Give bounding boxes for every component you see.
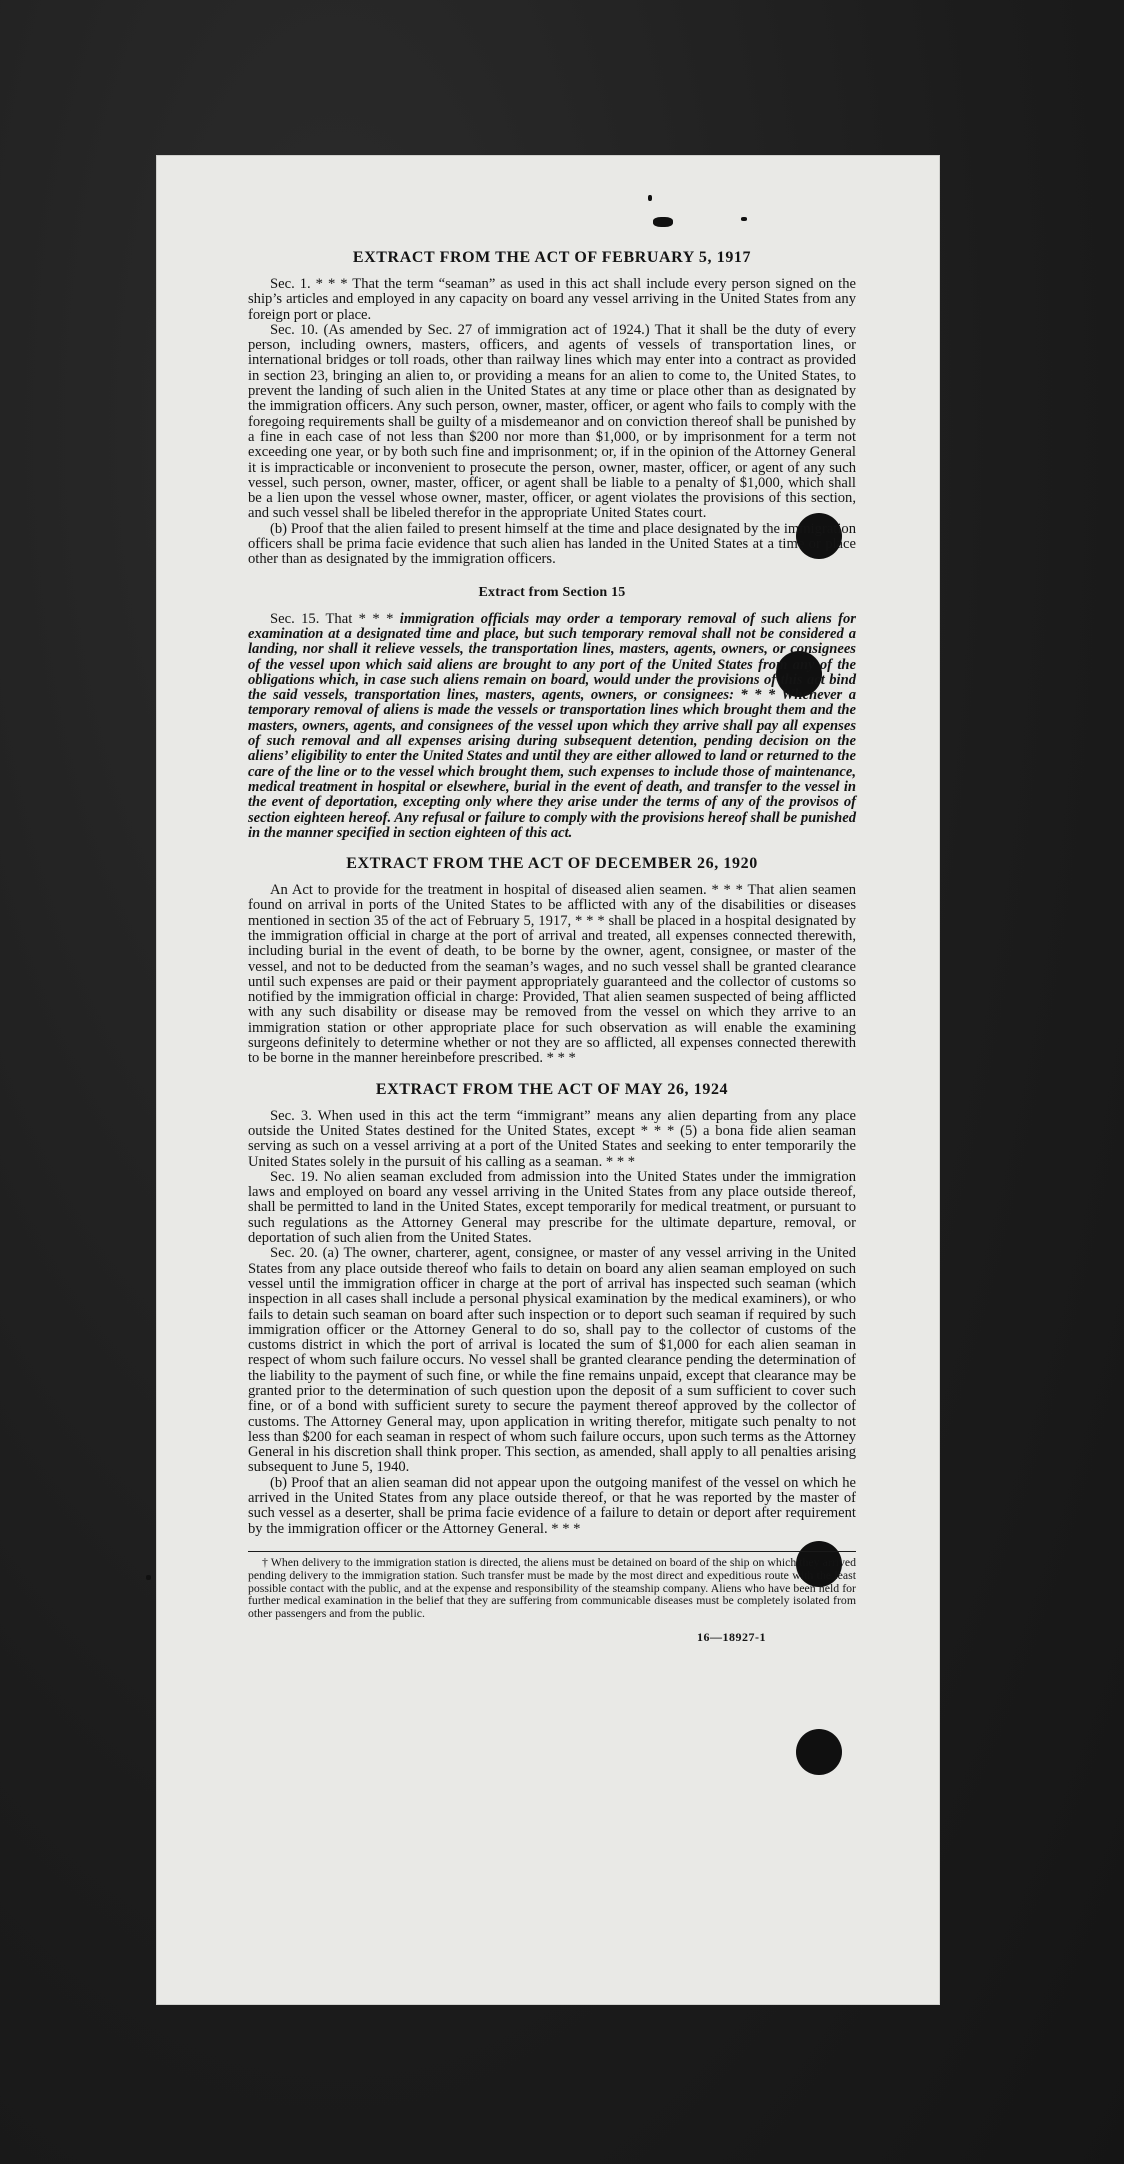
section-15-lead: Sec. 15. That * * * (270, 610, 400, 627)
ink-speck (648, 195, 652, 201)
document-text (248, 249, 856, 1645)
act-1920-heading: EXTRACT FROM THE ACT OF DECEMBER 26, 1920 (346, 855, 758, 873)
section-1-paragraph: Sec. 1. * * * That the term “seaman” as used in this act shall include every person signed on the ship’s articles and employed in any capacity on board any vessel arriving in the United States from any foreign port or place. (248, 276, 856, 323)
punch-hole (796, 1729, 842, 1775)
form-code: 16—18927-1 (697, 1629, 766, 1644)
ink-speck (653, 217, 673, 227)
section-20a-paragraph: Sec. 20. (a) The owner, charterer, agent, consignee, or master of any vessel arriving in the United States from any place outside thereof who fails to detain on board any alien seaman employed on such vessel until the immigration officer in charge at the port of arrival has inspected such seaman (which inspection in all cases shall include a personal physical examination by the medical examiners), or who fails to detain such seaman on board after such inspection or to deport such seaman if required by such immigration officer or the Attorney General to do so, shall pay to the collector of customs of the customs district in which the port of arrival is located the sum of $1,000 for each alien seaman in respect of whom such failure occurs. No vessel shall be granted clearance pending the determination of the liability to the payment of such fine, or while the fine remains unpaid, except that clearance may be granted prior to the determination of such question upon the deposit of a sum sufficient to cover such fine, or of a bond with sufficient surety to secure the payment thereof approved by the collector of customs. The Attorney General may, upon application in writing therefor, mitigate such penalty to not less than $200 for each seaman in respect of whom such failure occurs, upon such terms as the Attorney General in his discretion shall think proper. This section, as amended, shall apply to all penalties arising subsequent to June 5, 1940. (248, 1245, 856, 1476)
act-1917-heading: EXTRACT FROM THE ACT OF FEBRUARY 5, 1917 (352, 249, 752, 266)
section-15-heading: Extract from Section 15 (478, 584, 626, 600)
section-19-paragraph: Sec. 19. No alien seaman excluded from admission into the United States under the immigration laws and employed on board any vessel arriving in the United States from any place outside thereof, shall be permitted to land in the United States, except temporarily for medical treatment, or pursuant to such regulations as the Attorney General may prescribe for the ultimate departure, removal, or deportation of such alien from the United States. (248, 1168, 856, 1247)
act-1924-heading: EXTRACT FROM THE ACT OF MAY 26, 1924 (375, 1080, 729, 1098)
section-10-paragraph: Sec. 10. (As amended by Sec. 27 of immigration act of 1924.) That it shall be the duty of every person, including owners, masters, officers, and agents of vessels of transportation lines, or international bridges or toll roads, other than railway lines which may enter into a contract as provided in section 23, bringing an alien to, or providing a means for an alien to come to, the United States, to prevent the landing of such alien in the United States at any time or place other than as designated by the immigration officers. Any such person, owner, master, officer, or agent who fails to comply with the foregoing requirements shall be guilty of a misdemeanor and on conviction thereof shall be punished by a fine in each case of not less than $200 nor more than $1,000, or by imprisonment for a term not exceeding one year, or by both such fine and imprisonment; or, if in the opinion of the Attorney General it is impracticable or inconvenient to prosecute the person, owner, master, officer, or agent of any such vessel, such person, owner, master, officer, or agent shall be liable to a penalty of $1,000, which shall be a lien upon the vessel whose owner, master, officer, or agent violates the provisions of this section, and such vessel shall be libeled therefor in the appropriate United States court. (248, 321, 856, 522)
section-3-paragraph: Sec. 3. When used in this act the term “immigrant” means any alien departing from any place outside the United States destined for the United States, except * * * (5) a bona fide alien seaman serving as such on a vessel arriving at a port of the United States and seeking to enter temporarily the United States solely in the pursuit of his calling as a seaman. * * * (248, 1107, 856, 1170)
section-15-text: immigration officials may order a temporary removal of such aliens for examination at a designated time and place, but such temporary removal shall not be considered a landing, nor shall it relieve vessels, the transportation lines, masters, agents, owners, or consignees of the vessel upon which said aliens are brought to any port of the United States from any of the obligations which, in case such aliens remain on board, would under the provisions of this act bind the said vessels, transportation lines, masters, agents, owners, or consignees: * * * Whenever a temporary removal of aliens is made the vessels or transportation lines which brought them and the masters, owners, agents, and consignees of the vessel upon which they arrive shall pay all expenses of such removal and all expenses arising during subsequent detention, pending decision on the aliens’ eligibility to enter the United States and until they are either allowed to land or returned to the care of the line or to the vessel which brought them, such expenses to include those of maintenance, medical treatment in hospital or elsewhere, burial in the event of death, and transfer to the vessel in the event of deportation, excepting only where they arise under the terms of any of the provisos of section eighteen hereof. Any refusal or failure to comply with the provisions hereof shall be punished in the manner specified in section eighteen of this act. (248, 610, 856, 841)
section-20b-paragraph: (b) Proof that an alien seaman did not appear upon the outgoing manifest of the vessel on which he arrived in the United States from any place outside thereof, or that he was reported by the master of such vessel as a deserter, shall be prima facie evidence of a failure to detain or deport after requirement by the immigration officer or the Attorney General. * * * (248, 1474, 856, 1537)
footnote: † When delivery to the immigration station is directed, the aliens must be detained on board of the ship on which they arrived pending delivery to the immigration station. Such transfer must be made by the most direct and expeditious route with the least possible contact with the public, and at the expense and responsibility of the steamship company. Aliens who have been held for further medical examination in the belief that they are suffering from communicable diseases must be completely isolated from other passengers and from the public. (248, 1551, 856, 1620)
act-1920-paragraph: An Act to provide for the treatment in hospital of diseased alien seamen. * * * That alien seamen found on arrival in ports of the United States to be afflicted with any of the disabilities or diseases mentioned in section 35 of the act of February 5, 1917, * * * shall be placed in a hospital designated by the immigration official in charge at the port of arrival and treated, all expenses connected therewith, including burial in the event of death, to be borne by the owner, agent, consignee, or master of the vessel, and not to be deducted from the seaman’s wages, and no such vessel shall be granted clearance until such expenses are paid or their payment appropriately guaranteed and the collector of customs so notified by the immigration official in charge: Provided, That alien seamen suspected of being afflicted with any such disability or disease may be removed from the vessel on which they arrive to an immigration station or other appropriate place for such observation as will enable the examining surgeons definitely to determine whether or not they are so afflicted, all expenses connected therewith to be borne in the manner hereinbefore prescribed. * * * (248, 882, 856, 1067)
document-page (156, 155, 940, 2005)
ink-speck (741, 217, 747, 221)
section-15-paragraph (248, 612, 856, 841)
ink-speck (146, 1575, 151, 1580)
section-10b-paragraph: (b) Proof that the alien failed to present himself at the time and place designated by the immigration officers shall be prima facie evidence that such alien has landed in the United States at a time or place other than as designated by the immigration officers. (248, 520, 856, 568)
